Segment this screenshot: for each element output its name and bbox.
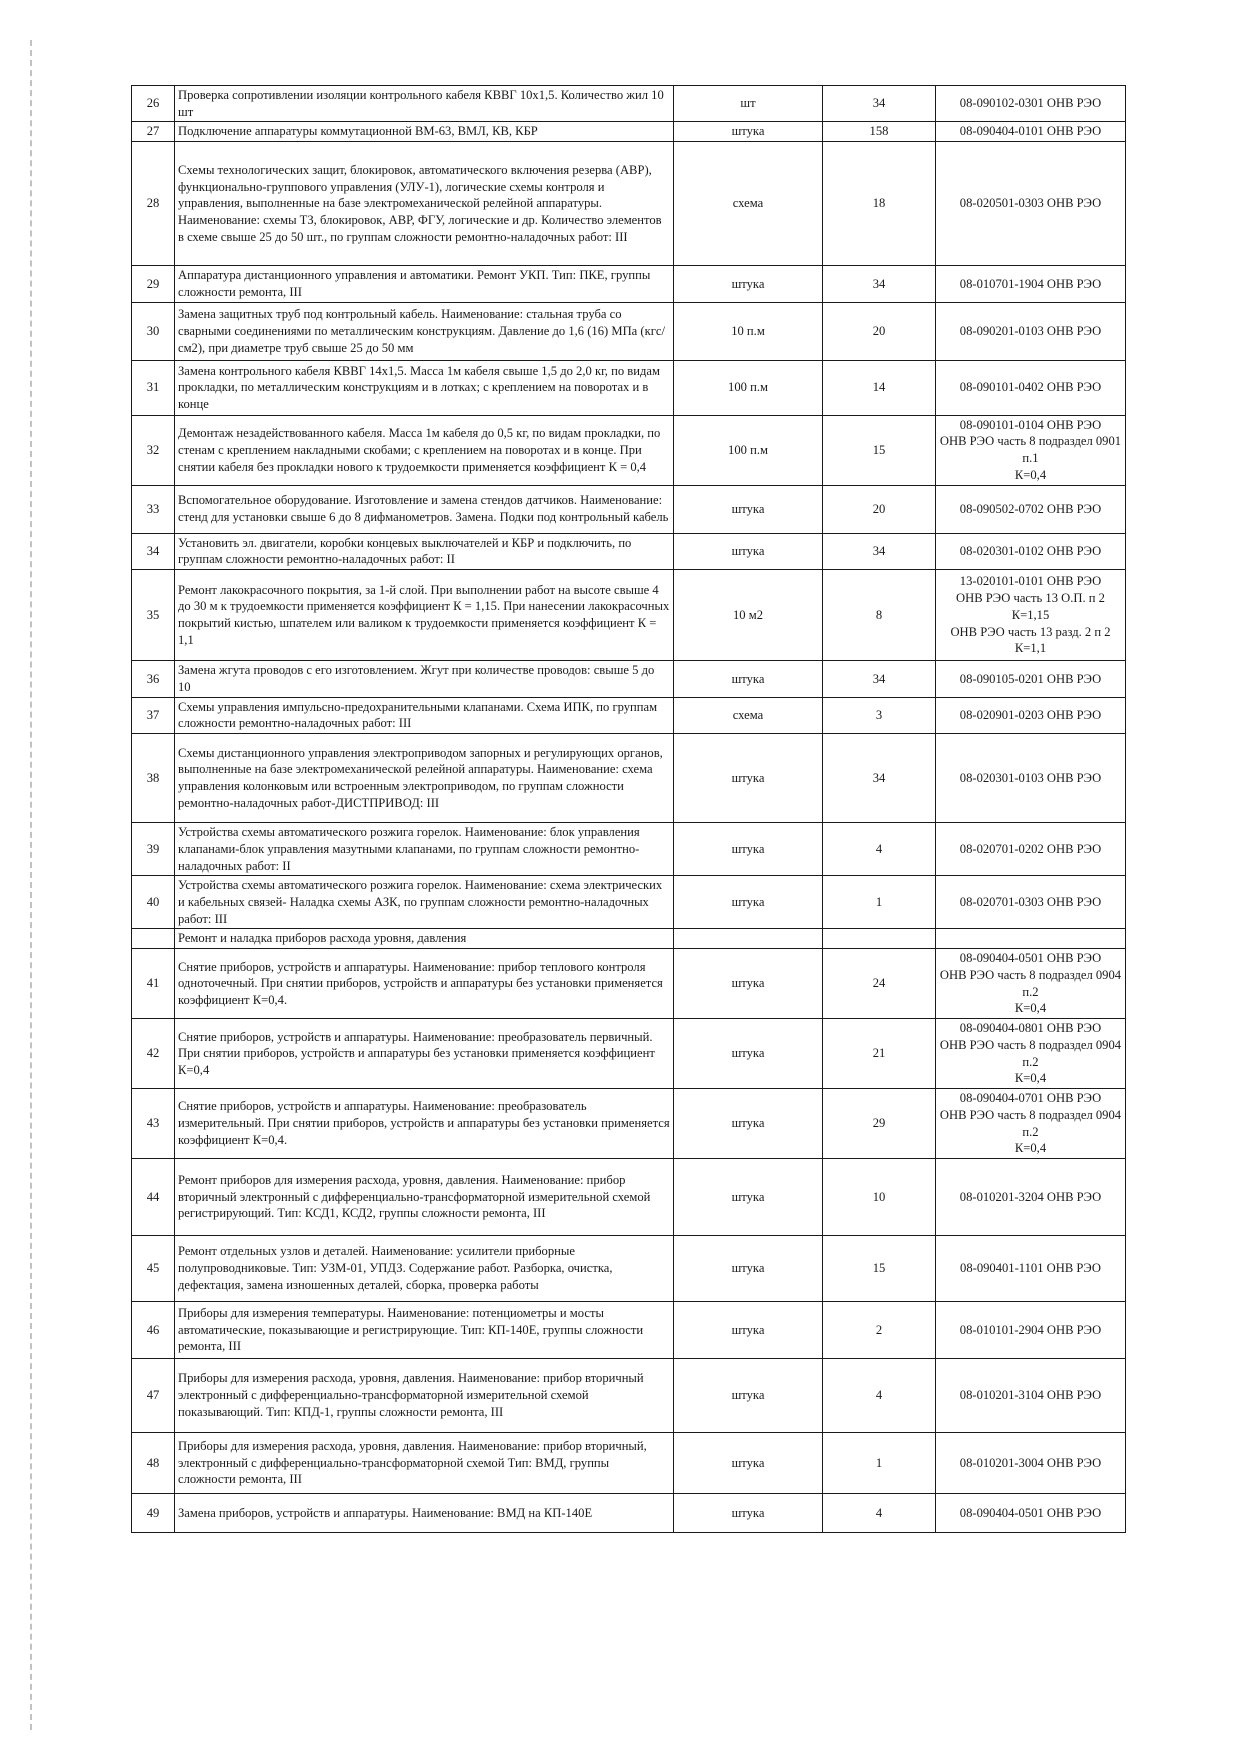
works-table-body — [132, 86, 1126, 1533]
norm-code: 08-010701-1904 ОНВ РЭО — [959, 276, 1102, 291]
norm-code-cell — [936, 734, 1126, 823]
quantity-cell — [823, 1236, 936, 1302]
quantity: 15 — [872, 1261, 886, 1276]
row-number: 34 — [146, 544, 160, 559]
unit-of-measure: штука — [731, 1116, 765, 1131]
row-number: 38 — [146, 770, 160, 785]
work-description: Аппаратура дистанционного управления и автоматики. Ремонт УКП. Тип: ПКЕ, группы сложности ремонта, III — [178, 268, 651, 299]
norm-code-cell — [936, 1159, 1126, 1236]
quantity-cell — [823, 949, 936, 1019]
table-row — [132, 661, 1126, 697]
work-description-cell — [175, 661, 674, 697]
norm-code: 08-090404-0701 ОНВ РЭО ОНВ РЭО часть 8 подраздел 0904 п.2 К=0,4 — [939, 1091, 1122, 1156]
work-description-cell — [175, 122, 674, 142]
quantity-cell — [823, 1494, 936, 1533]
row-number: 47 — [146, 1388, 160, 1403]
unit-of-measure-cell — [674, 570, 823, 661]
quantity-cell — [823, 1302, 936, 1359]
work-description-cell — [175, 929, 674, 949]
work-description-cell — [175, 1236, 674, 1302]
row-number: 40 — [146, 895, 160, 910]
work-description: Ремонт отдельных узлов и деталей. Наименование: усилители приборные полупроводниковые. Тип: УЗМ-01, УПДЗ. Содержание работ. Разборка, очистка, дефектация, замена изношенных деталей, сборка, проверка работы — [178, 1244, 613, 1292]
norm-code: 08-020901-0203 ОНВ РЭО — [959, 707, 1102, 722]
unit-of-measure-cell — [674, 734, 823, 823]
unit-of-measure: штука — [731, 1261, 765, 1276]
row-number-cell — [132, 697, 175, 733]
work-description: Установить эл. двигатели, коробки концевых выключателей и КБР и подключить, по группам сложности ремонтно-наладочных работ: II — [178, 535, 632, 567]
quantity-cell — [823, 1159, 936, 1236]
quantity: 8 — [875, 607, 883, 622]
row-number: 42 — [146, 1046, 160, 1061]
row-number-cell — [132, 570, 175, 661]
row-number-cell — [132, 1302, 175, 1359]
quantity-cell — [823, 734, 936, 823]
row-number-cell — [132, 302, 175, 360]
row-number-cell — [132, 485, 175, 533]
unit-of-measure-cell — [674, 823, 823, 876]
norm-code: 08-090404-0801 ОНВ РЭО ОНВ РЭО часть 8 подраздел 0904 п.2 К=0,4 — [939, 1021, 1122, 1086]
work-description: Подключение аппаратуры коммутационной ВМ-63, ВМЛ, КВ, КБР — [178, 124, 538, 139]
norm-code: 08-090401-1101 ОНВ РЭО — [960, 1261, 1101, 1276]
quantity-cell — [823, 661, 936, 697]
norm-code-cell — [936, 697, 1126, 733]
norm-code-cell — [936, 1236, 1126, 1302]
unit-of-measure: штука — [731, 1455, 765, 1470]
work-description-cell — [175, 360, 674, 415]
work-description: Ремонт и наладка приборов расхода уровня, давления — [178, 931, 467, 946]
norm-code: 08-090201-0103 ОНВ РЭО — [959, 323, 1102, 338]
norm-code: 08-090502-0702 ОНВ РЭО — [959, 501, 1102, 516]
row-number-cell — [132, 949, 175, 1019]
table-row — [132, 1236, 1126, 1302]
work-description-cell — [175, 142, 674, 266]
work-description-cell — [175, 485, 674, 533]
norm-code-cell — [936, 1494, 1126, 1533]
work-description: Демонтаж незадействованного кабеля. Масса 1м кабеля до 0,5 кг, по видам прокладки, по стенам с креплением накладными скобами; с креплением на поворотах и в конце. При снятии кабеля без прокладки нового к трудоемкости применяется коэффициент К = 0,4 — [178, 426, 661, 474]
row-number-cell — [132, 734, 175, 823]
unit-of-measure-cell — [674, 302, 823, 360]
work-description: Устройства схемы автоматического розжига горелок. Наименование: блок управления клапанами-блок управления мазутными клапанами, по группам сложности ремонтно-наладочных работ: II — [178, 825, 640, 873]
unit-of-measure-cell — [674, 1089, 823, 1159]
work-description: Приборы для измерения температуры. Наименование: потенциометры и мосты автоматические, показывающие и регистрирующие. Тип: КП-140Е, группы сложности ремонта, III — [178, 1305, 644, 1354]
table-row — [132, 86, 1126, 122]
unit-of-measure-cell — [674, 360, 823, 415]
unit-of-measure-cell — [674, 415, 823, 485]
quantity-cell — [823, 1019, 936, 1089]
norm-code: 08-090404-0501 ОНВ РЭО — [959, 1505, 1102, 1520]
row-number-cell — [132, 823, 175, 876]
unit-of-measure-cell — [674, 1159, 823, 1236]
row-number-cell — [132, 929, 175, 949]
norm-code: 08-090404-0101 ОНВ РЭО — [959, 124, 1102, 139]
quantity-cell — [823, 570, 936, 661]
quantity: 4 — [875, 1505, 883, 1520]
table-row — [132, 929, 1126, 949]
table-row — [132, 1433, 1126, 1494]
unit-of-measure: штука — [731, 276, 765, 291]
work-description-cell — [175, 415, 674, 485]
table-row — [132, 570, 1126, 661]
norm-code: 08-010201-3204 ОНВ РЭО — [959, 1189, 1102, 1204]
row-number-cell — [132, 122, 175, 142]
table-row — [132, 1359, 1126, 1433]
row-number: 45 — [146, 1261, 160, 1276]
quantity: 34 — [872, 96, 886, 111]
row-number: 27 — [146, 124, 160, 139]
unit-of-measure: штука — [731, 671, 765, 686]
unit-of-measure-cell — [674, 1494, 823, 1533]
row-number-cell — [132, 1236, 175, 1302]
work-description-cell — [175, 1089, 674, 1159]
work-description: Снятие приборов, устройств и аппаратуры. Наименование: преобразователь измерительный. При снятии приборов, устройств и аппаратуры без установки применяется коэффициент К=0,4. — [178, 1099, 670, 1147]
unit-of-measure: штука — [731, 841, 765, 856]
row-number: 44 — [146, 1189, 160, 1204]
quantity: 21 — [872, 1046, 886, 1061]
quantity: 2 — [875, 1322, 883, 1337]
work-description: Замена жгута проводов с его изготовлением. Жгут при количестве проводов: свыше 5 до 10 — [178, 663, 655, 694]
row-number-cell — [132, 1089, 175, 1159]
work-description-cell — [175, 734, 674, 823]
norm-code: 08-090102-0301 ОНВ РЭО — [959, 96, 1102, 111]
table-row — [132, 1089, 1126, 1159]
unit-of-measure: штука — [731, 1388, 765, 1403]
table-row — [132, 485, 1126, 533]
quantity: 15 — [872, 442, 886, 457]
norm-code-cell — [936, 823, 1126, 876]
quantity-cell — [823, 1433, 936, 1494]
quantity-cell — [823, 1089, 936, 1159]
table-row — [132, 876, 1126, 929]
quantity-cell — [823, 1359, 936, 1433]
table-row — [132, 1302, 1126, 1359]
work-description: Схемы дистанционного управления электроприводом запорных и регулирующих органов, выполненные на базе электромеханической релейной аппаратуры. Наименование: схема управления колонковым или встроенным электроприводом, по группам сложности ремонтно-наладочных работ-ДИСТПРИВОД: III — [178, 745, 663, 810]
work-description-cell — [175, 266, 674, 302]
work-description: Снятие приборов, устройств и аппаратуры. Наименование: преобразователь первичный. При снятии приборов, устройств и аппаратуры без установки применяется коэффициент К=0,4 — [178, 1029, 655, 1077]
unit-of-measure-cell — [674, 86, 823, 122]
norm-code-cell — [936, 302, 1126, 360]
work-description: Приборы для измерения расхода, уровня, давления. Наименование: прибор вторичный, электронный с дифференциально-трансформаторной схемой Тип: ВМД, группы сложности ремонта, III — [178, 1438, 647, 1487]
row-number-cell — [132, 876, 175, 929]
work-description: Замена приборов, устройств и аппаратуры. Наименование: ВМД на КП-140Е — [178, 1505, 593, 1520]
norm-code-cell — [936, 533, 1126, 569]
norm-code: 08-010101-2904 ОНВ РЭО — [959, 1322, 1102, 1337]
quantity-cell — [823, 533, 936, 569]
unit-of-measure-cell — [674, 142, 823, 266]
quantity-cell — [823, 415, 936, 485]
row-number-cell — [132, 415, 175, 485]
work-description-cell — [175, 1159, 674, 1236]
unit-of-measure: штука — [731, 501, 765, 516]
quantity: 10 — [872, 1189, 886, 1204]
quantity: 20 — [872, 501, 886, 516]
table-row — [132, 142, 1126, 266]
row-number-cell — [132, 1159, 175, 1236]
quantity-cell — [823, 122, 936, 142]
row-number: 35 — [146, 607, 160, 622]
unit-of-measure-cell — [674, 697, 823, 733]
table-row — [132, 1019, 1126, 1089]
quantity: 3 — [875, 707, 883, 722]
work-description-cell — [175, 823, 674, 876]
unit-of-measure-cell — [674, 876, 823, 929]
quantity-cell — [823, 485, 936, 533]
quantity: 29 — [872, 1116, 886, 1131]
row-number-cell — [132, 1494, 175, 1533]
table-row — [132, 533, 1126, 569]
unit-of-measure: штука — [731, 1322, 765, 1337]
unit-of-measure: штука — [731, 770, 765, 785]
norm-code-cell — [936, 661, 1126, 697]
quantity: 1 — [875, 895, 883, 910]
norm-code: 08-020301-0103 ОНВ РЭО — [959, 770, 1102, 785]
row-number: 32 — [146, 442, 160, 457]
unit-of-measure-cell — [674, 533, 823, 569]
work-description-cell — [175, 1302, 674, 1359]
row-number-cell — [132, 86, 175, 122]
norm-code-cell — [936, 1019, 1126, 1089]
unit-of-measure: 10 м2 — [732, 607, 763, 622]
unit-of-measure-cell — [674, 122, 823, 142]
norm-code: 08-090404-0501 ОНВ РЭО ОНВ РЭО часть 8 подраздел 0904 п.2 К=0,4 — [939, 951, 1122, 1016]
quantity: 4 — [875, 1388, 883, 1403]
unit-of-measure-cell — [674, 1019, 823, 1089]
unit-of-measure: схема — [732, 707, 764, 722]
row-number: 48 — [146, 1455, 160, 1470]
unit-of-measure: 100 п.м — [728, 442, 768, 457]
work-description-cell — [175, 1359, 674, 1433]
work-description-cell — [175, 533, 674, 569]
unit-of-measure-cell — [674, 1302, 823, 1359]
norm-code: 08-010201-3004 ОНВ РЭО — [959, 1455, 1102, 1470]
row-number: 43 — [146, 1116, 160, 1131]
table-row — [132, 302, 1126, 360]
table-row — [132, 360, 1126, 415]
norm-code-cell — [936, 1433, 1126, 1494]
row-number: 46 — [146, 1322, 160, 1337]
unit-of-measure: штука — [731, 1189, 765, 1204]
work-description: Замена защитных труб под контрольный кабель. Наименование: стальная труба со сварными соединениями по металлическим конструкциям. Давление до 1,6 (16) МПа (кгс/см2), при диаметре труб свыше 25 до 50 мм — [178, 307, 665, 355]
norm-code: 08-010201-3104 ОНВ РЭО — [959, 1388, 1102, 1403]
row-number: 30 — [146, 323, 160, 338]
unit-of-measure-cell — [674, 266, 823, 302]
norm-code-cell — [936, 86, 1126, 122]
quantity: 34 — [872, 276, 886, 291]
works-table — [131, 85, 1126, 1533]
row-number-cell — [132, 533, 175, 569]
work-description-cell — [175, 697, 674, 733]
work-description: Вспомогательное оборудование. Изготовление и замена стендов датчиков. Наименование: стенд для установки свыше 6 до 8 дифманометров. Замена. Подки под контрольный кабель — [178, 493, 669, 525]
scan-binding-edge — [30, 40, 35, 1730]
norm-code-cell — [936, 1302, 1126, 1359]
norm-code: 08-090101-0104 ОНВ РЭО ОНВ РЭО часть 8 подраздел 0901 п.1 К=0,4 — [939, 417, 1122, 482]
norm-code-cell — [936, 1359, 1126, 1433]
table-row — [132, 949, 1126, 1019]
work-description-cell — [175, 1494, 674, 1533]
quantity-cell — [823, 697, 936, 733]
quantity: 1 — [875, 1455, 883, 1470]
table-row — [132, 266, 1126, 302]
row-number: 28 — [146, 196, 160, 211]
quantity-cell — [823, 876, 936, 929]
norm-code-cell — [936, 360, 1126, 415]
quantity-cell — [823, 929, 936, 949]
unit-of-measure: 100 п.м — [728, 380, 768, 395]
table-row — [132, 734, 1126, 823]
work-description-cell — [175, 570, 674, 661]
quantity: 34 — [872, 544, 886, 559]
work-description: Снятие приборов, устройств и аппаратуры. Наименование: прибор теплового контроля одноточечный. При снятии приборов, устройств и аппаратуры без установки применяется коэффициент К=0,4. — [178, 959, 663, 1008]
work-description-cell — [175, 876, 674, 929]
table-row — [132, 1159, 1126, 1236]
table-row — [132, 415, 1126, 485]
work-description: Проверка сопротивлении изоляции контрольного кабеля КВВГ 10х1,5. Количество жил 10 шт — [178, 88, 664, 119]
unit-of-measure-cell — [674, 949, 823, 1019]
unit-of-measure-cell — [674, 1433, 823, 1494]
unit-of-measure: штука — [731, 124, 765, 139]
unit-of-measure: штука — [731, 895, 765, 910]
norm-code-cell — [936, 876, 1126, 929]
work-description: Ремонт лакокрасочного покрытия, за 1-й слой. При выполнении работ на высоте свыше 4 до 30 м к трудоемкости применяется коэффициент К = 1,15. При нанесении лакокрасочных покрытий кистью, шпателем или валиком к трудоемкости применяется коэффициент К = 1,1 — [178, 582, 670, 647]
unit-of-measure: штука — [731, 544, 765, 559]
norm-code-cell — [936, 949, 1126, 1019]
work-description: Ремонт приборов для измерения расхода, уровня, давления. Наименование: прибор вторичный электронный с дифференциально-трансформаторной измерительной схемой регистрирующий. Тип: КСД1, КСД2, группы сложности ремонта, III — [178, 1172, 651, 1221]
row-number: 29 — [146, 276, 160, 291]
norm-code-cell — [936, 142, 1126, 266]
unit-of-measure-cell — [674, 929, 823, 949]
norm-code-cell — [936, 929, 1126, 949]
work-description: Устройства схемы автоматического розжига горелок. Наименование: схема электрических и кабельных связей- Наладка схемы АЗК, по группам сложности ремонтно-наладочных работ: III — [178, 878, 663, 926]
table-row — [132, 122, 1126, 142]
quantity: 34 — [872, 671, 886, 686]
quantity-cell — [823, 86, 936, 122]
quantity-cell — [823, 302, 936, 360]
work-description: Схемы технологических защит, блокировок, автоматического включения резерва (АВР), функционально-группового управления (УЛУ-1), логические схемы контроля и управления, выполненные на базе электромеханической релейной аппаратуры. Наименование: схемы ТЗ, блокировок, АВР, ФГУ, логические и др. Количество элементов в схеме свыше 25 до 50 шт., по группам сложности ремонтно-наладочных работ: III — [178, 162, 662, 244]
norm-code: 08-090105-0201 ОНВ РЭО — [959, 671, 1102, 686]
quantity-cell — [823, 266, 936, 302]
work-description: Схемы управления импульсно-предохранительными клапанами. Схема ИПК, по группам сложности ремонтно-наладочных работ: III — [178, 699, 658, 731]
unit-of-measure: шт — [740, 96, 756, 111]
table-row — [132, 697, 1126, 733]
quantity-cell — [823, 360, 936, 415]
work-description: Замена контрольного кабеля КВВГ 14х1,5. Масса 1м кабеля свыше 1,5 до 2,0 кг, по видам прокладки, по металлическим конструкциям и в лотках; с креплением на поворотах и в конце — [178, 363, 660, 412]
table-row — [132, 1494, 1126, 1533]
quantity: 18 — [872, 196, 886, 211]
norm-code-cell — [936, 485, 1126, 533]
row-number: 39 — [146, 841, 160, 856]
row-number-cell — [132, 1019, 175, 1089]
norm-code-cell — [936, 122, 1126, 142]
norm-code: 08-020501-0303 ОНВ РЭО — [959, 196, 1102, 211]
unit-of-measure-cell — [674, 485, 823, 533]
work-description-cell — [175, 1433, 674, 1494]
row-number-cell — [132, 661, 175, 697]
norm-code-cell — [936, 1089, 1126, 1159]
quantity-cell — [823, 823, 936, 876]
norm-code: 08-020701-0303 ОНВ РЭО — [959, 895, 1102, 910]
row-number-cell — [132, 266, 175, 302]
work-description-cell — [175, 302, 674, 360]
row-number: 26 — [146, 96, 160, 111]
unit-of-measure-cell — [674, 1236, 823, 1302]
quantity-cell — [823, 142, 936, 266]
work-description: Приборы для измерения расхода, уровня, давления. Наименование: прибор вторичный электронный с дифференциально-трансформаторной измерительной схемой показывающий. Тип: КПД-1, группы сложности ремонта, III — [178, 1371, 644, 1419]
norm-code: 08-020301-0102 ОНВ РЭО — [959, 544, 1102, 559]
row-number: 49 — [146, 1505, 160, 1520]
row-number: 36 — [146, 671, 160, 686]
quantity: 4 — [875, 841, 883, 856]
unit-of-measure: штука — [731, 1046, 765, 1061]
row-number-cell — [132, 1359, 175, 1433]
row-number: 41 — [146, 976, 160, 991]
row-number-cell — [132, 1433, 175, 1494]
norm-code: 13-020101-0101 ОНВ РЭО ОНВ РЭО часть 13 О.П. п 2 К=1,15 ОНВ РЭО часть 13 разд. 2 п 2 К=1,1 — [950, 574, 1111, 656]
row-number: 31 — [146, 380, 160, 395]
quantity: 158 — [869, 124, 889, 139]
unit-of-measure: схема — [732, 196, 764, 211]
norm-code: 08-020701-0202 ОНВ РЭО — [959, 841, 1102, 856]
quantity: 34 — [872, 770, 886, 785]
row-number: 33 — [146, 501, 160, 516]
quantity: 24 — [872, 976, 886, 991]
norm-code-cell — [936, 415, 1126, 485]
norm-code-cell — [936, 266, 1126, 302]
unit-of-measure-cell — [674, 1359, 823, 1433]
norm-code: 08-090101-0402 ОНВ РЭО — [959, 380, 1102, 395]
unit-of-measure: штука — [731, 976, 765, 991]
row-number-cell — [132, 360, 175, 415]
unit-of-measure: 10 п.м — [731, 323, 765, 338]
table-row — [132, 823, 1126, 876]
row-number: 37 — [146, 707, 160, 722]
unit-of-measure: штука — [731, 1505, 765, 1520]
work-description-cell — [175, 86, 674, 122]
work-description-cell — [175, 1019, 674, 1089]
row-number-cell — [132, 142, 175, 266]
unit-of-measure-cell — [674, 661, 823, 697]
quantity: 14 — [872, 380, 886, 395]
quantity: 20 — [872, 323, 886, 338]
work-description-cell — [175, 949, 674, 1019]
norm-code-cell — [936, 570, 1126, 661]
